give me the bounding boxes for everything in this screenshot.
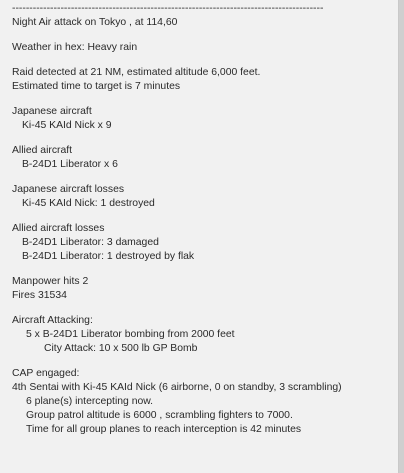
fires-line: Fires 31534 — [12, 290, 67, 301]
time-to-target-line: Estimated time to target is 7 minutes — [12, 81, 181, 92]
allied-losses-item: B-24D1 Liberator: 1 destroyed by flak — [22, 251, 195, 262]
cap-patrol-line: Group patrol altitude is 6000 , scrambling fighters to 7000. — [26, 410, 293, 421]
report-title: Night Air attack on Tokyo , at 114,60 — [12, 17, 178, 28]
manpower-hits-line: Manpower hits 2 — [12, 276, 89, 287]
allied-losses-item: B-24D1 Liberator: 3 damaged — [22, 237, 159, 248]
japanese-aircraft-item: Ki-45 KAId Nick x 9 — [22, 120, 112, 131]
attack-bombing-line: 5 x B-24D1 Liberator bombing from 2000 feet — [26, 329, 235, 340]
japanese-losses-item: Ki-45 KAId Nick: 1 destroyed — [22, 198, 155, 209]
cap-unit-line: 4th Sentai with Ki-45 KAId Nick (6 airborne, 0 on standby, 3 scrambling) — [12, 382, 342, 393]
divider-line: ------------------------------------------------------------------------------------------ — [12, 3, 324, 14]
japanese-losses-heading: Japanese aircraft losses — [12, 184, 125, 195]
cap-intercepting-line: 6 plane(s) intercepting now. — [26, 396, 154, 407]
japanese-aircraft-heading: Japanese aircraft — [12, 106, 92, 117]
weather-line: Weather in hex: Heavy rain — [12, 42, 138, 53]
allied-aircraft-heading: Allied aircraft — [12, 145, 73, 156]
attack-city-line: City Attack: 10 x 500 lb GP Bomb — [44, 343, 198, 354]
cap-heading: CAP engaged: — [12, 368, 80, 379]
aircraft-attacking-heading: Aircraft Attacking: — [12, 315, 93, 326]
allied-losses-heading: Allied aircraft losses — [12, 223, 105, 234]
raid-detected-line: Raid detected at 21 NM, estimated altitude 6,000 feet. — [12, 67, 261, 78]
allied-aircraft-item: B-24D1 Liberator x 6 — [22, 159, 118, 170]
cap-time-line: Time for all group planes to reach interception is 42 minutes — [26, 424, 302, 435]
scroll-track[interactable] — [399, 0, 404, 473]
